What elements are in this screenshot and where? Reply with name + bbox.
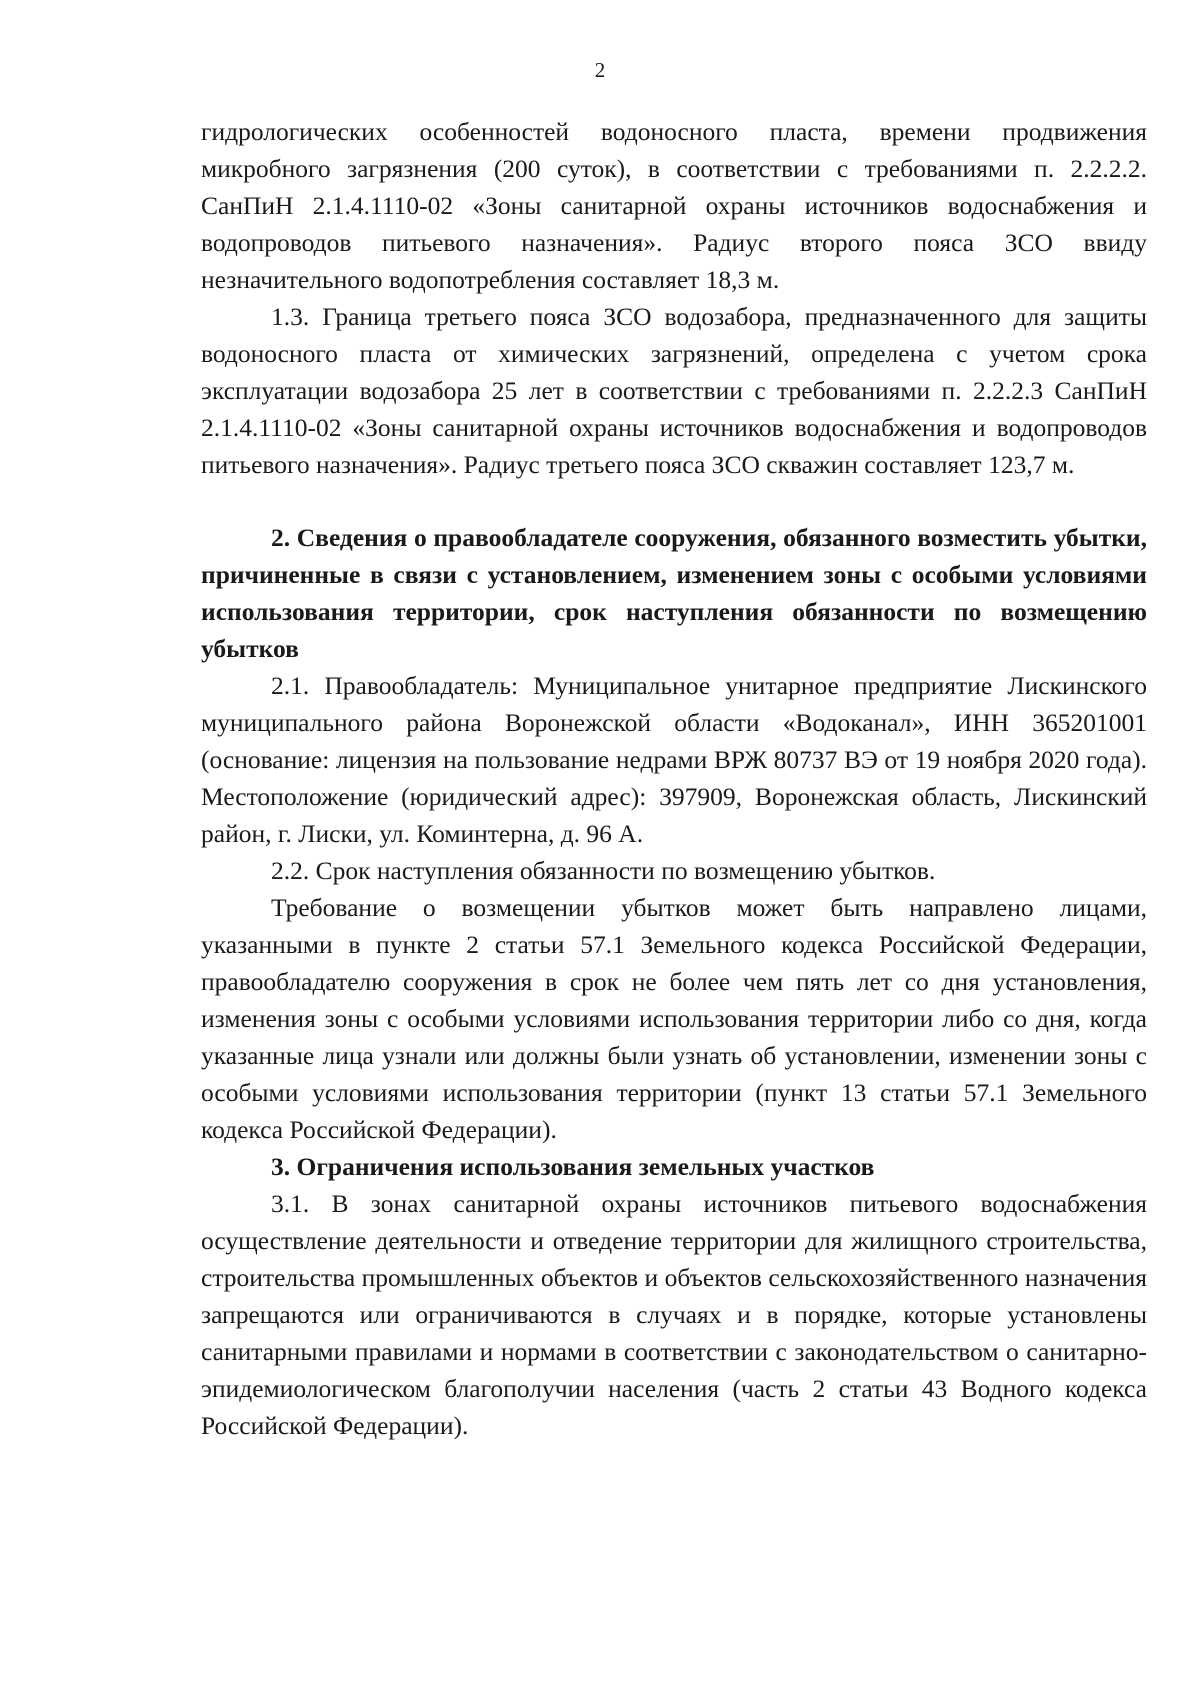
- section-3-heading: 3. Ограничения использования земельных участков: [271, 1152, 875, 1181]
- section-2-heading: 2. Сведения о правообладателе сооружения, обязанного возместить убытки, причиненные в связи с установлением, изменением зоны с особыми условиями использования территории, срок наступления обязанности по возмещению убытков: [201, 523, 1147, 663]
- paragraph-2-1: 2.1. Правообладатель: Муниципальное унитарное предприятие Лискинского муниципального района Воронежской области «Водоканал», ИНН 365201001 (основание: лицензия на пользование недрами ВРЖ 80737 ВЭ от 19 ноября 2020 года). Местоположение (юридический адрес): 397909, Воронежская область, Лискинский район, г. Лиски, ул. Коминтерна, д. 96 А.: [201, 671, 1147, 848]
- paragraph-3-1: 3.1. В зонах санитарной охраны источников питьевого водоснабжения осуществление деятельности и отведение территории для жилищного строительства, строительства промышленных объектов и объектов сельскохозяйственного назначения запрещаются или ограничиваются в случаях и в порядке, которые установлены санитарными правилами и нормами в соответствии с законодательством о санитарно-эпидемиологическом благополучии населения (часть 2 статьи 43 Водного кодекса Российской Федерации).: [201, 1189, 1147, 1440]
- page-number: 2: [594, 58, 606, 82]
- document-body: [201, 113, 1147, 1444]
- paragraph-1-3: 1.3. Граница третьего пояса ЗСО водозабора, предназначенного для защиты водоносного пласта от химических загрязнений, определена с учетом срока эксплуатации водозабора 25 лет в соответствии с требованиями п. 2.2.2.3 СанПиН 2.1.4.1110-02 «Зоны санитарной охраны источников водоснабжения и водопроводов питьевого назначения». Радиус третьего пояса ЗСО скважин составляет 123,7 м.: [201, 302, 1147, 479]
- paragraph-claim-requirement: Требование о возмещении убытков может быть направлено лицами, указанными в пункте 2 статьи 57.1 Земельного кодекса Российской Федерации, правообладателю сооружения в срок не более чем пять лет со дня установления, изменения зоны с особыми условиями использования территории либо со дня, когда указанные лица узнали или должны были узнать об установлении, изменении зоны с особыми условиями использования территории (пункт 13 статьи 57.1 Земельного кодекса Российской Федерации).: [201, 893, 1147, 1144]
- paragraph-2-2: 2.2. Срок наступления обязанности по возмещению убытков.: [271, 856, 936, 885]
- paragraph-zso-second-belt: гидрологических особенностей водоносного пласта, времени продвижения микробного загрязнения (200 суток), в соответствии с требованиями п. 2.2.2.2. СанПиН 2.1.4.1110-02 «Зоны санитарной охраны источников водоснабжения и водопроводов питьевого назначения». Радиус второго пояса ЗСО ввиду незначительного водопотребления составляет 18,3 м.: [201, 117, 1147, 294]
